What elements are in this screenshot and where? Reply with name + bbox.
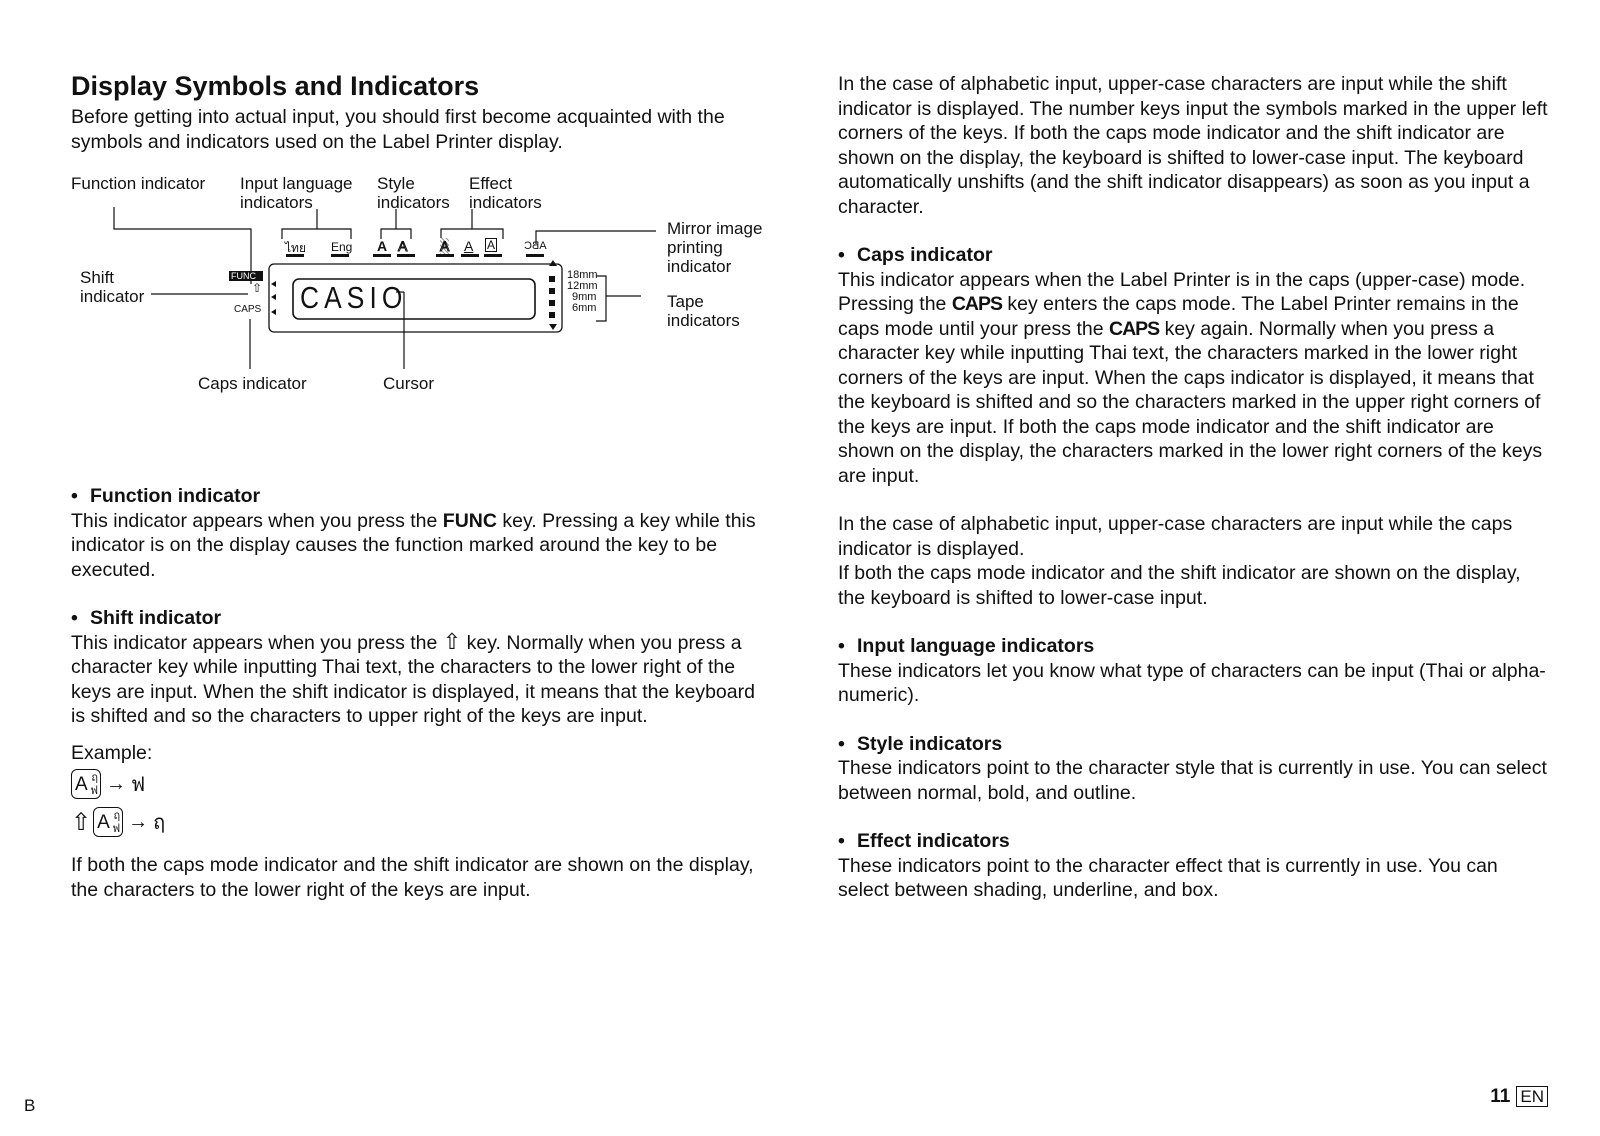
shift-indicator-label: Shift indicator <box>80 268 145 306</box>
alphabetic-caps-paragraph: In the case of alphabetic input, upper-case characters are input while the caps indicator is displayed. <box>838 513 1513 560</box>
tape-9mm: 9mm <box>572 291 597 303</box>
caps-shift-paragraph: If both the caps mode indicator and the shift indicator are shown on the display, the keyboard is shifted to lower-case input. <box>838 562 1521 609</box>
alphabetic-shift-paragraph: In the case of alphabetic input, upper-case characters are input while the shift indicator is displayed. The number keys input the symbols marked in the upper left corners of the keys. If both the caps mode indicator and the shift indicator are shown on the display, the keyboard is shifted to lower-case input. The keyboard automatically unshifts (and the shift indicator disappears) as soon as you input a character. <box>838 73 1548 218</box>
caps-indicator-text: CAPS <box>234 304 262 315</box>
cursor-label: Cursor <box>383 374 435 393</box>
page-number: 11 EN <box>1490 1086 1548 1108</box>
caps-indicator-label: Caps indicator <box>198 374 307 393</box>
mirror-image-indicator-label: Mirror image printing indicator <box>667 219 763 276</box>
function-indicator-heading: • Function indicator <box>71 485 261 507</box>
shift-indicator-body: This indicator appears when you press the ⇧ key. Normally when you press a character key while inputting Thai text, the characters to the lower right of the keys are input. When the shift indicator is displayed, it means that the keyboard is shifted and so the characters to upper right of the keys are input. <box>71 628 755 727</box>
shift-arrow-icon: ⇧ <box>252 281 263 295</box>
display-diagram-lines <box>71 174 771 449</box>
function-indicator-label: Function indicator <box>71 174 206 193</box>
caps-indicator-body: This indicator appears when the Label Printer is in the caps (upper-case) mode. Pressing the CAPS key enters the caps mode. The Label Printer remains in the caps mode until your press the CAPS key again. Normally when you press a character key while inputting Thai text, the characters marked in the lower right corners of the keys are input. When the caps indicator is displayed, it means that the keyboard is shifted and so the characters marked in the upper right corners of the keys are input. If both the caps mode indicator and the shift indicator are shown on the display, the characters marked in the lower right corners of the keys are input. <box>838 268 1543 487</box>
intro-paragraph: Before getting into actual input, you should first become acquainted with the symbols and indicators used on the Label Printer display. <box>71 106 725 153</box>
lang-eng-indicator: Eng <box>331 240 353 254</box>
tape-indicators-label: Tape indicators <box>667 292 740 330</box>
effect-indicators-label: Effect indicators <box>469 174 542 212</box>
display-diagram <box>71 174 771 449</box>
key-cap-icon: A ฤ ฟ <box>71 769 101 799</box>
input-language-indicators-label: Input language indicators <box>240 174 353 212</box>
mirror-image-indicator: ABC <box>524 240 547 252</box>
arrow-right-icon: → <box>128 810 149 833</box>
footer-mark: B <box>24 1096 36 1115</box>
language-code-box: EN <box>1516 1086 1548 1107</box>
example-row-1 <box>71 765 771 803</box>
function-indicator-body: This indicator appears when you press the FUNC key. Pressing a key while this indicator is on the display causes the function marked around the key to be executed. <box>71 509 756 581</box>
arrow-right-icon: → <box>106 772 126 795</box>
effect-indicators-body: These indicators point to the character effect that is currently in use. You can select between shading, underline, and box. <box>838 854 1498 901</box>
tape-6mm: 6mm <box>572 302 597 314</box>
effect-box-indicator: A <box>487 238 496 252</box>
shift-key-icon: ⇧ <box>71 808 92 836</box>
style-bold-indicator: A <box>377 238 388 254</box>
display-text: CASIO <box>300 280 408 315</box>
style-indicators-heading: • Style indicators <box>838 732 1003 755</box>
right-column <box>838 72 1548 903</box>
key-cap-icon: A ฤ ฟ <box>93 807 123 837</box>
caps-indicator-heading: • Caps indicator <box>838 244 993 266</box>
example-row-2 <box>71 803 771 841</box>
shift-key-icon: ⇧ <box>442 628 462 654</box>
style-indicators-body: These indicators point to the character style that is currently in use. You can select between normal, bold, and outline. <box>838 757 1547 804</box>
closing-paragraph: If both the caps mode indicator and the shift indicator are shown on the display, the characters to the lower right of the keys are input. <box>71 854 754 901</box>
effect-indicators-heading: • Effect indicators <box>838 830 1010 852</box>
shift-indicator-heading: • Shift indicator <box>71 607 222 629</box>
effect-shading-indicator: A <box>440 238 450 254</box>
style-outline-indicator: A <box>398 238 408 254</box>
example-1-result: ฟ <box>131 774 146 796</box>
example-label: Example: <box>71 741 153 764</box>
tape-12mm: 12mm <box>567 280 598 292</box>
lang-thai-indicator: ไทย <box>285 241 306 255</box>
left-column <box>71 70 771 902</box>
tape-18mm: 18mm <box>567 269 598 281</box>
page-title: Display Symbols and Indicators <box>71 71 480 101</box>
style-indicators-label: Style indicators <box>377 174 450 212</box>
effect-underline-indicator: A <box>464 238 474 254</box>
input-language-heading: • Input language indicators <box>838 635 1095 657</box>
input-language-body: These indicators let you know what type of characters can be input (Thai or alpha-numeric). <box>838 659 1546 706</box>
example-2-result: ฤ <box>153 812 166 834</box>
func-badge: FUNC <box>231 271 256 281</box>
